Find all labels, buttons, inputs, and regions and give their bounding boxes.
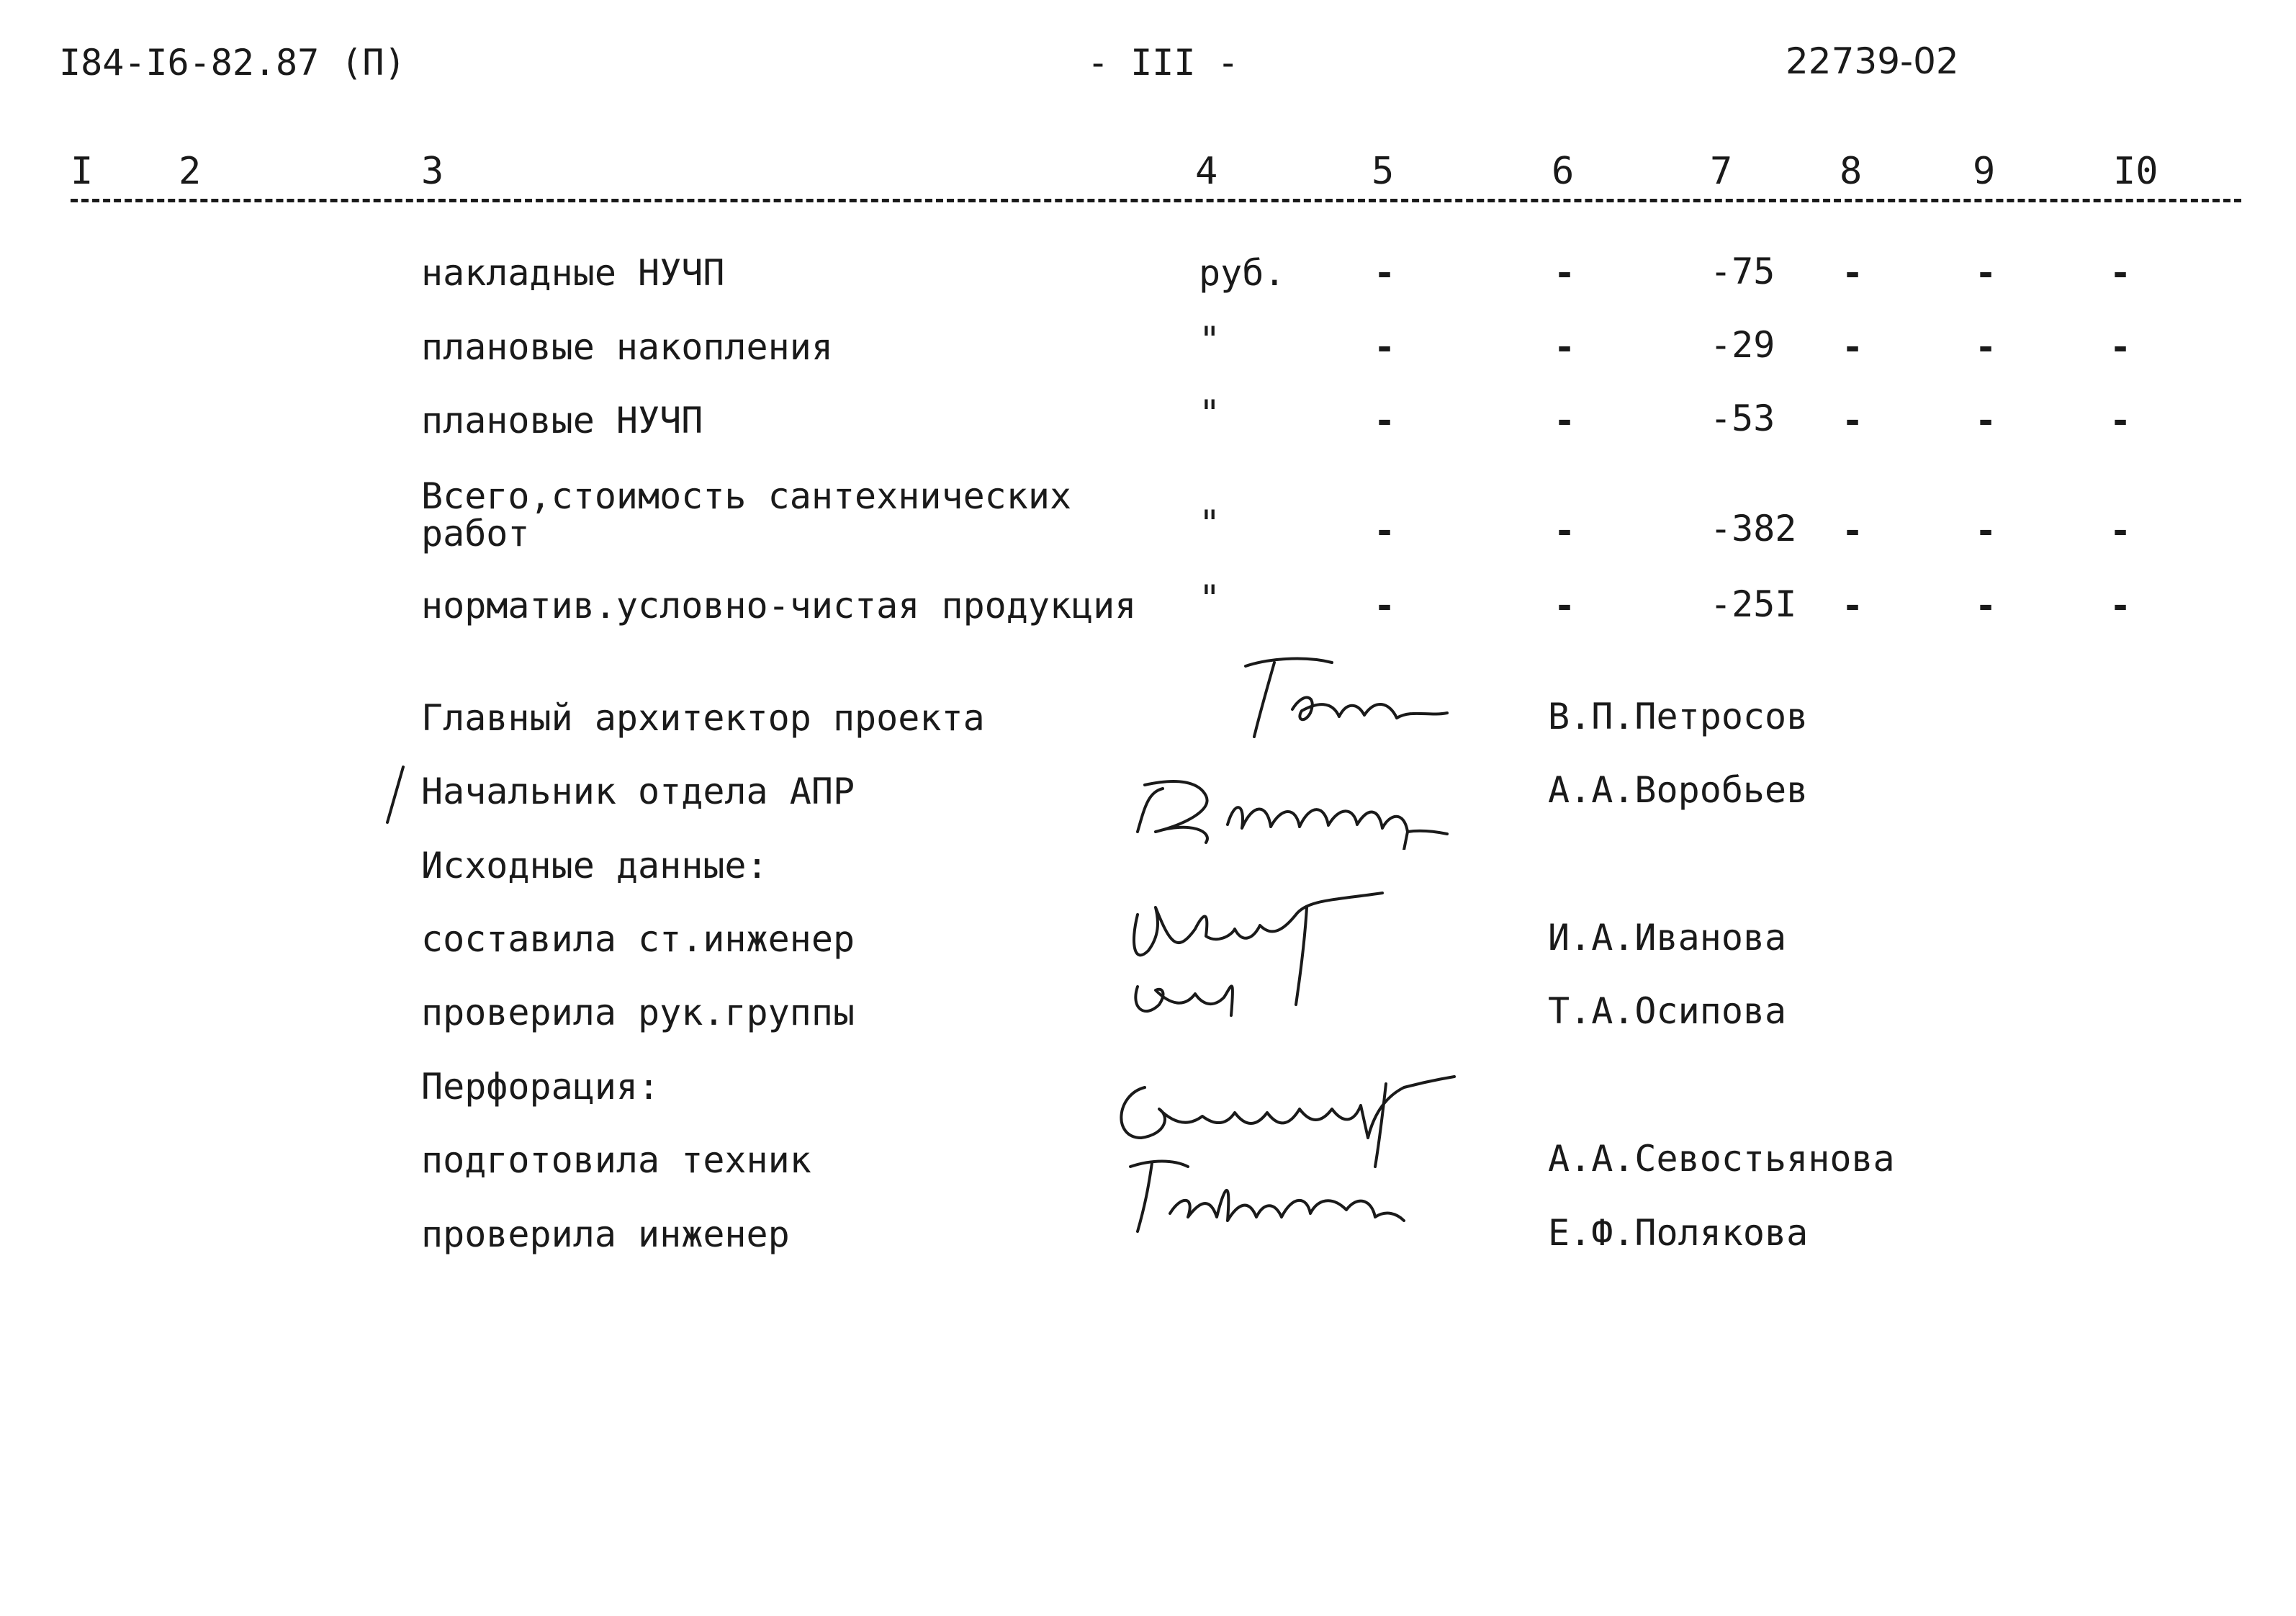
document-code: I84-I6-82.87 (П) [59, 42, 406, 84]
row-unit: " [1199, 578, 1221, 619]
cell-col10: - [2110, 252, 2132, 294]
signatory-title: подготовила техник [421, 1139, 811, 1181]
column-number: 9 [1973, 150, 1996, 193]
column-number: 6 [1552, 150, 1575, 193]
signatory-name: И.А.Иванова [1548, 917, 1787, 959]
cell-col10: - [2110, 326, 2132, 368]
cell-col7: -53 [1710, 398, 1775, 439]
column-number: 5 [1372, 150, 1395, 193]
inventory-number: 22739-02 [1786, 40, 1959, 82]
row-label-continuation: работ [421, 513, 530, 555]
page-number: - III - [1087, 42, 1239, 84]
cell-col5: - [1374, 400, 1396, 441]
column-number: 7 [1710, 150, 1733, 193]
section-heading-perforation: Перфорация: [421, 1066, 660, 1108]
cell-col10: - [2110, 585, 2132, 627]
cell-col5: - [1374, 510, 1396, 552]
cell-col8: - [1842, 510, 1864, 552]
cell-col5: - [1374, 585, 1396, 627]
cell-col6: - [1554, 585, 1576, 627]
cell-col9: - [1975, 252, 1997, 294]
cell-col7: -75 [1710, 251, 1775, 292]
signatory-name: Т.А.Осипова [1548, 990, 1787, 1032]
row-unit: " [1199, 503, 1221, 544]
cell-col9: - [1975, 400, 1997, 441]
signatory-title: составила ст.инженер [421, 918, 855, 960]
column-number: 4 [1195, 150, 1218, 193]
signatory-name: Е.Ф.Полякова [1548, 1212, 1809, 1254]
column-number: 2 [179, 150, 202, 193]
signature-image [1116, 886, 1390, 1030]
cell-col9: - [1975, 510, 1997, 552]
row-unit: " [1199, 319, 1221, 361]
cell-col9: - [1975, 585, 1997, 627]
row-label: плановые НУЧП [421, 400, 703, 441]
signature-image [1120, 763, 1451, 850]
signatory-name: В.П.Петросов [1548, 696, 1809, 737]
cell-col8: - [1842, 400, 1864, 441]
cell-col5: - [1374, 252, 1396, 294]
row-unit: " [1199, 392, 1221, 434]
column-number: 3 [421, 150, 444, 193]
cell-col7: -29 [1710, 324, 1775, 366]
signatory-name: А.А.Севостьянова [1548, 1138, 1895, 1180]
cell-col9: - [1975, 326, 1997, 368]
row-label: Всего,стоимость сантехнических [421, 475, 1072, 517]
signature-image [1224, 652, 1462, 745]
cell-col6: - [1554, 510, 1576, 552]
column-number: I [71, 150, 94, 193]
cell-col10: - [2110, 510, 2132, 552]
signatory-title: Главный архитектор проекта [421, 697, 985, 739]
margin-mark [382, 763, 410, 828]
cell-col8: - [1842, 252, 1864, 294]
column-number: 8 [1840, 150, 1863, 193]
row-label: плановые накопления [421, 326, 833, 368]
row-label: норматив.условно-чистая продукция [421, 585, 1137, 627]
signatory-title: проверила инженер [421, 1213, 790, 1255]
cell-col7: -382 [1710, 508, 1797, 549]
cell-col8: - [1842, 326, 1864, 368]
section-heading-source-data: Исходные данные: [421, 845, 768, 886]
header-dashed-rule [71, 199, 2241, 202]
column-number: I0 [2113, 150, 2158, 193]
signatory-title: проверила рук.группы [421, 992, 855, 1033]
cell-col8: - [1842, 585, 1864, 627]
cell-col7: -25I [1710, 583, 1797, 625]
cell-col6: - [1554, 326, 1576, 368]
cell-col5: - [1374, 326, 1396, 368]
signature-image [1102, 1066, 1462, 1239]
row-label: накладные НУЧП [421, 252, 725, 294]
cell-col10: - [2110, 400, 2132, 441]
row-unit: руб. [1199, 252, 1286, 294]
cell-col6: - [1554, 400, 1576, 441]
signatory-title: Начальник отдела АПР [421, 771, 855, 812]
signatory-name: А.А.Воробьев [1548, 769, 1809, 811]
cell-col6: - [1554, 252, 1576, 294]
